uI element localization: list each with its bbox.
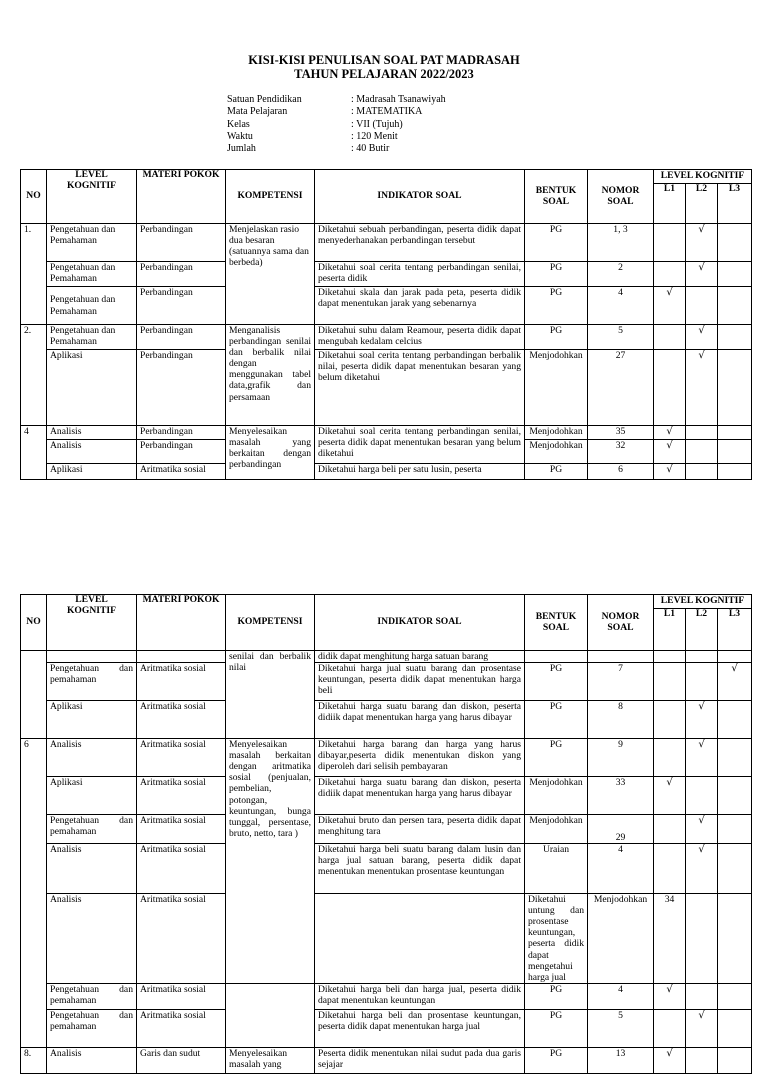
level-cell: Pengetahuan dan Pemahaman	[47, 325, 137, 350]
header-bentuk-soal: BENTUK SOAL	[525, 595, 588, 651]
l1-cell	[654, 1009, 686, 1047]
level-cell: Pengetahuan dan pemahaman	[47, 1009, 137, 1047]
header-l1: L1	[654, 184, 686, 224]
l2-cell	[686, 440, 718, 464]
nomor-cell: 6	[588, 464, 654, 480]
table-row	[21, 350, 752, 426]
l3-cell	[718, 325, 752, 350]
identity-label: Kelas	[227, 118, 250, 130]
kompetensi-cell	[315, 894, 525, 984]
row-number	[21, 1009, 47, 1047]
header-l3: L3	[718, 184, 752, 224]
materi-cell: Aritmatika sosial	[137, 815, 226, 844]
nomor-cell: 29	[588, 815, 654, 844]
l2-check-mark: √	[686, 224, 718, 262]
table-row	[21, 777, 752, 815]
nomor-cell: 7	[588, 663, 654, 701]
l1-check-mark: √	[654, 287, 686, 325]
nomor-cell: 27	[588, 350, 654, 426]
materi-cell: Perbandingan	[137, 224, 226, 262]
nomor-cell: 4	[588, 844, 654, 894]
bentuk-cell: PG	[525, 1009, 588, 1047]
l3-cell	[718, 440, 752, 464]
row-number	[21, 663, 47, 701]
l3-cell	[718, 739, 752, 777]
identity-label: Jumlah	[227, 143, 256, 155]
l1-cell	[654, 701, 686, 739]
row-number	[21, 983, 47, 1009]
level-cell: Pengetahuan dan Pemahaman	[47, 287, 137, 325]
header-level-kognitif: LEVEL KOGNITIF	[47, 595, 137, 651]
row-number	[21, 651, 47, 663]
nomor-cell: 2	[588, 262, 654, 287]
level-cell: Pengetahuan dan Pemahaman	[47, 224, 137, 262]
bentuk-cell: PG	[525, 325, 588, 350]
l2-check-mark: √	[686, 262, 718, 287]
identity-row	[227, 119, 446, 131]
materi-cell: Aritmatika sosial	[137, 701, 226, 739]
row-number: 2.	[21, 325, 47, 426]
nomor-cell: 4	[588, 287, 654, 325]
identity-label: Satuan Pendidikan	[227, 94, 302, 105]
nomor-cell: 35	[588, 426, 654, 440]
level-cell: Pengetahuan dan Pemahaman	[47, 262, 137, 287]
kompetensi-cell	[226, 983, 315, 1009]
level-cell: Pengetahuan dan pemahaman	[47, 983, 137, 1009]
indikator-cell: Diketahui harga suatu barang dan diskon, peserta didiik dapat menentukan harga yang harus dibayar	[315, 777, 525, 815]
materi-cell: Perbandingan	[137, 287, 226, 325]
kompetensi-cell	[226, 1009, 315, 1047]
kompetensi-cell: Menyelesaikan masalah yang berkaitan dengan perbandingan	[226, 426, 315, 480]
row-number: 1.	[21, 224, 47, 325]
l3-cell	[718, 224, 752, 262]
indikator-cell: Diketahui harga barang dan harga yang harus dibayar,peserta didik menentukan diskon yang diperoleh dari selisih pembayaran	[315, 739, 525, 777]
l3-cell	[718, 815, 752, 844]
materi-cell: Aritmatika sosial	[137, 983, 226, 1009]
indikator-cell: Diketahui suhu dalam Reamour, peserta didik dapat mengubah kedalam celcius	[315, 325, 525, 350]
l3-cell	[718, 287, 752, 325]
level-cell: Analisis	[47, 739, 137, 777]
materi-cell: Aritmatika sosial	[137, 663, 226, 701]
indikator-cell: Diketahui harga suatu barang dan diskon, peserta didiik dapat menentukan harga yang harus dibayar	[315, 701, 525, 739]
level-cell: Analisis	[47, 1047, 137, 1073]
header-kompetensi: KOMPETENSI	[226, 595, 315, 651]
nomor-cell: 33	[588, 777, 654, 815]
l1-check-mark: √	[654, 464, 686, 480]
materi-cell: Garis dan sudut	[137, 1047, 226, 1073]
identity-value: : Madrasah Tsanawiyah	[351, 94, 446, 105]
l1-cell	[654, 325, 686, 350]
bentuk-cell: PG	[525, 262, 588, 287]
level-cell: Pengetahuan dan pemahaman	[47, 663, 137, 701]
materi-cell: Aritmatika sosial	[137, 464, 226, 480]
row-number: 6	[21, 739, 47, 777]
l3-cell	[718, 350, 752, 426]
header-level-group: LEVEL KOGNITIF	[654, 595, 752, 609]
header-no: NO	[21, 595, 47, 651]
indikator-cell: Diketahui sebuah perbandingan, peserta didik dapat menyederhanakan perbandingan tersebut	[315, 224, 525, 262]
l1-cell	[654, 651, 686, 663]
table-row	[21, 844, 752, 894]
identity-row	[227, 143, 446, 155]
l1-check-mark: √	[654, 440, 686, 464]
l3-cell	[718, 651, 752, 663]
bentuk-cell	[525, 651, 588, 663]
indikator-cell: Diketahui bruto dan persen tara, peserta didik dapat menghitung tara	[315, 815, 525, 844]
nomor-cell: 8	[588, 701, 654, 739]
l1-cell	[654, 815, 686, 844]
bentuk-cell: PG	[525, 1047, 588, 1073]
nomor-cell: 1, 3	[588, 224, 654, 262]
indikator-cell: Diketahui soal cerita tentang perbandingan senilai, peserta didik	[315, 262, 525, 287]
header-bentuk-soal: BENTUK SOAL	[525, 170, 588, 224]
table-row	[21, 815, 752, 844]
materi-cell: Aritmatika sosial	[137, 777, 226, 815]
l3-cell	[718, 777, 752, 815]
indikator-cell: didik dapat menghitung harga satuan barang	[315, 651, 525, 663]
table-row	[21, 651, 752, 663]
l1-check-mark: √	[654, 1047, 686, 1073]
materi-cell: Aritmatika sosial	[137, 844, 226, 894]
identity-label: Waktu	[227, 130, 253, 142]
table-row	[21, 983, 752, 1009]
header-l2: L2	[686, 609, 718, 651]
l2-cell	[686, 777, 718, 815]
header-l3: L3	[718, 609, 752, 651]
indikator-cell: Diketahui harga beli dan harga jual, peserta didik dapat menentukan keuntungan	[315, 983, 525, 1009]
l2-check-mark: √	[686, 739, 718, 777]
l3-cell	[718, 426, 752, 440]
table-row	[21, 894, 752, 984]
level-cell: Pengetahuan dan pemahaman	[47, 815, 137, 844]
header-nomor-soal: NOMOR SOAL	[588, 595, 654, 651]
materi-cell: Aritmatika sosial	[137, 1009, 226, 1047]
l3-cell	[718, 262, 752, 287]
header-l2: L2	[686, 184, 718, 224]
materi-cell: Perbandingan	[137, 350, 226, 426]
l2-check-mark: √	[686, 815, 718, 844]
kisi-table-page2	[20, 594, 752, 1074]
nomor-cell: 5	[588, 1009, 654, 1047]
kompetensi-cell: senilai dan berbalik nilai	[226, 651, 315, 739]
row-number	[21, 777, 47, 815]
level-cell: Aplikasi	[47, 701, 137, 739]
materi-cell: Aritmatika sosial	[137, 739, 226, 777]
bentuk-cell: Menjodohkan	[588, 894, 654, 984]
header-materi-pokok: MATERI POKOK	[137, 595, 226, 651]
identity-value: : VII (Tujuh)	[351, 118, 403, 130]
header-indikator-soal: INDIKATOR SOAL	[315, 170, 525, 224]
identity-value: : 120 Menit	[351, 130, 398, 142]
materi-cell: Perbandingan	[137, 426, 226, 440]
header-level-group: LEVEL KOGNITIF	[654, 170, 752, 184]
bentuk-cell: PG	[525, 224, 588, 262]
bentuk-cell: PG	[525, 983, 588, 1009]
nomor-cell: 34	[654, 894, 686, 984]
l3-cell	[718, 1009, 752, 1047]
kisi-table-page1	[20, 169, 752, 480]
row-number	[21, 894, 47, 984]
l3-cell	[718, 1047, 752, 1073]
l2-check-mark: √	[686, 325, 718, 350]
l1-cell	[654, 350, 686, 426]
level-cell: Analisis	[47, 894, 137, 984]
materi-cell	[137, 651, 226, 663]
header-materi-pokok: MATERI POKOK	[137, 170, 226, 224]
document-subtitle: TAHUN PELAJARAN 2022/2023	[294, 67, 474, 81]
table-row	[21, 1009, 752, 1047]
bentuk-cell: PG	[525, 663, 588, 701]
header-level-kognitif: LEVEL KOGNITIF	[47, 170, 137, 224]
l3-cell	[718, 983, 752, 1009]
header-nomor-soal: NOMOR SOAL	[588, 170, 654, 224]
nomor-cell: 32	[588, 440, 654, 464]
header-no: NO	[21, 170, 47, 224]
row-number: 8.	[21, 1047, 47, 1073]
l2-cell	[686, 464, 718, 480]
level-cell: Analisis	[47, 426, 137, 440]
indikator-cell: Diketahui soal cerita tentang perbandingan berbalik nilai, peserta didik dapat menentukan besaran yang belum diketahui	[315, 350, 525, 426]
level-cell: Aplikasi	[47, 350, 137, 426]
level-cell: Aplikasi	[47, 464, 137, 480]
l1-cell	[654, 224, 686, 262]
level-cell: Aplikasi	[47, 777, 137, 815]
l2-cell	[686, 663, 718, 701]
l1-check-mark: √	[654, 426, 686, 440]
identity-row	[227, 131, 446, 143]
row-number	[21, 815, 47, 844]
indikator-cell: Peserta didik menentukan nilai sudut pada dua garis sejajar	[315, 1047, 525, 1073]
l2-cell	[686, 426, 718, 440]
identity-value: : 40 Butir	[351, 143, 390, 155]
l1-check-mark: √	[654, 983, 686, 1009]
bentuk-cell: Menjodohkan	[525, 777, 588, 815]
l3-cell	[718, 701, 752, 739]
l2-cell	[718, 894, 752, 984]
table-row	[21, 325, 752, 350]
nomor-cell: 4	[588, 983, 654, 1009]
materi-cell: Perbandingan	[137, 262, 226, 287]
table-row	[21, 426, 752, 440]
bentuk-cell: Menjodohkan	[525, 815, 588, 844]
indikator-cell: Diketahui harga beli suatu barang dalam lusin dan harga jual satuan barang, peserta didik dapat menentukan menentukan prosentase keuntungan	[315, 844, 525, 894]
row-number	[21, 701, 47, 739]
identity-row	[227, 106, 446, 118]
table-row	[21, 287, 752, 325]
table-row	[21, 663, 752, 701]
document-title: KISI-KISI PENULISAN SOAL PAT MADRASAH	[248, 53, 520, 67]
header-l1: L1	[654, 609, 686, 651]
l2-cell	[686, 287, 718, 325]
materi-cell: Aritmatika sosial	[137, 894, 226, 984]
kompetensi-cell: Menjelaskan rasio dua besaran (satuannya sama dan berbeda)	[226, 224, 315, 325]
l2-cell	[686, 1047, 718, 1073]
kompetensi-cell: Menyelesaikan masalah berkaitan dengan aritmatika sosial (penjualan, pembelian, potongan, keuntungan, bunga tunggal, persentase, bruto, netto, tara )	[226, 739, 315, 984]
l2-check-mark: √	[686, 844, 718, 894]
identity-block	[227, 94, 446, 155]
l2-check-mark: √	[686, 1009, 718, 1047]
bentuk-cell: PG	[525, 287, 588, 325]
l2-check-mark: √	[686, 701, 718, 739]
nomor-cell: 9	[588, 739, 654, 777]
indikator-cell: Diketahui untung dan prosentase keuntungan, peserta didik dapat mengetahui harga jual	[525, 894, 588, 984]
l1-cell	[654, 844, 686, 894]
row-number: 4	[21, 426, 47, 480]
l1-cell	[654, 262, 686, 287]
identity-label: Mata Pelajaran	[227, 106, 288, 118]
bentuk-cell: Menjodohkan	[525, 426, 588, 440]
bentuk-cell: Menjodohkan	[525, 350, 588, 426]
row-number	[21, 844, 47, 894]
header-kompetensi: KOMPETENSI	[226, 170, 315, 224]
nomor-cell: 5	[588, 325, 654, 350]
identity-value: : MATEMATIKA	[351, 106, 423, 118]
l1-cell	[686, 894, 718, 984]
nomor-cell	[588, 651, 654, 663]
l1-cell	[654, 663, 686, 701]
indikator-cell: Diketahui soal cerita tentang perbandingan senilai, peserta didik dapat menentukan besaran yang belum diketahui	[315, 426, 525, 464]
header-indikator-soal: INDIKATOR SOAL	[315, 595, 525, 651]
indikator-cell: Diketahui harga beli per satu lusin, peserta	[315, 464, 525, 480]
level-cell: Analisis	[47, 844, 137, 894]
materi-cell: Perbandingan	[137, 325, 226, 350]
l3-cell	[718, 464, 752, 480]
indikator-cell: Diketahui harga beli dan prosentase keuntungan, peserta didik dapat menentukan harga jual	[315, 1009, 525, 1047]
l2-check-mark: √	[686, 350, 718, 426]
table-row	[21, 701, 752, 739]
indikator-cell: Diketahui skala dan jarak pada peta, peserta didik dapat menentukan jarak yang sebenarnya	[315, 287, 525, 325]
l2-cell	[686, 651, 718, 663]
table-row	[21, 1047, 752, 1073]
bentuk-cell: PG	[525, 739, 588, 777]
indikator-cell: Diketahui harga jual suatu barang dan prosentase keuntungan, peserta didik dapat menentukan harga beli	[315, 663, 525, 701]
nomor-cell: 13	[588, 1047, 654, 1073]
kompetensi-cell: Menyelesaikan masalah yang	[226, 1047, 315, 1073]
table-row	[21, 739, 752, 777]
level-cell: Analisis	[47, 440, 137, 464]
l3-cell	[718, 844, 752, 894]
bentuk-cell: Uraian	[525, 844, 588, 894]
kompetensi-cell: Menganalisis perbandingan senilai dan berbalik nilai dengan menggunakan tabel data,grafik dan persamaan	[226, 325, 315, 426]
bentuk-cell: Menjodohkan	[525, 440, 588, 464]
identity-row	[227, 94, 446, 106]
l3-check-mark: √	[718, 663, 752, 701]
materi-cell: Perbandingan	[137, 440, 226, 464]
bentuk-cell: PG	[525, 701, 588, 739]
level-cell	[47, 651, 137, 663]
table-row	[21, 262, 752, 287]
table-row	[21, 224, 752, 262]
bentuk-cell: PG	[525, 464, 588, 480]
l2-cell	[686, 983, 718, 1009]
l1-cell	[654, 739, 686, 777]
table-row	[21, 464, 752, 480]
l1-check-mark: √	[654, 777, 686, 815]
